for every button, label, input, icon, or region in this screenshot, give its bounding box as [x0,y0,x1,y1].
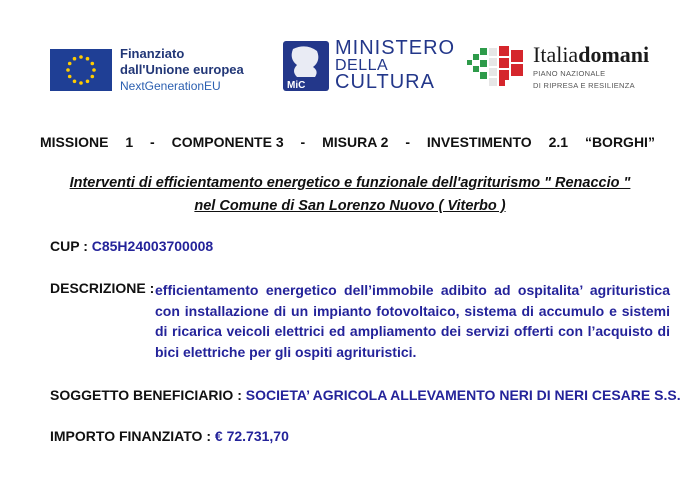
eu-logo-line2: dall'Unione europea [120,62,244,77]
eu-logo [50,46,244,94]
ministero-cultura-logo [283,37,456,93]
descrizione-label: DESCRIZIONE : [50,280,155,296]
importo-label: IMPORTO FINANZIATO : [50,428,215,444]
missione-word: MISSIONE [40,134,109,150]
mic-logo-line1: MINISTERO [335,37,456,59]
missione-separator: - [150,134,155,150]
italia-name-a: Italia [533,42,579,67]
misura-word: MISURA 2 [322,134,389,150]
italia-domani-logo [465,44,649,90]
componente-word: COMPONENTE 3 [171,134,284,150]
eu-logo-line3: NextGenerationEU [120,79,221,93]
project-title-line1: Interventi di efficientamento energetico e funzionale dell'agriturismo " Renaccio " [69,175,631,191]
investimento-word: INVESTIMENTO [426,134,532,150]
misura-separator: - [405,134,411,150]
componente-separator: - [300,134,306,150]
missione-number: 1 [125,134,134,150]
cup-row [50,238,213,254]
cup-value: C85H24003700008 [91,238,214,254]
descrizione-row [50,280,670,362]
italia-pixel-flag-icon [465,46,527,88]
investimento-number: 2.1 [548,134,569,150]
italia-sub2: DI RIPRESA E RESILIENZA [533,81,635,90]
mic-emblem-icon [283,41,329,91]
italia-name-b: domani [578,42,650,67]
project-title [20,172,680,218]
mic-logo-line2: DELLA [335,57,389,74]
missione-line [40,134,655,150]
descrizione-value: efficientamento energetico dell’immobile adibito ad ospitalita’ agrituristica con installazione di un impianto fotovoltaico, sistema di accumulo e sistemi di ricarica veicoli elettrici ed ampliamento dei servizi offerti con l’acquisto di bici elettriche per gli ospiti agrituristici. [155,282,670,360]
importo-row [50,428,289,444]
mic-logo-line3: CULTURA [335,71,435,93]
soggetto-row [50,387,681,403]
borghi-word: “BORGHI” [584,134,655,150]
eu-logo-line1: Finanziato [120,46,185,61]
soggetto-label: SOGGETTO BENEFICIARIO : [50,387,246,403]
importo-value: € 72.731,70 [214,428,289,444]
eu-flag-icon [50,49,112,91]
italia-sub1: PIANO NAZIONALE [533,69,606,78]
logo-bar [0,38,700,98]
soggetto-value: SOCIETA’ AGRICOLA ALLEVAMENTO NERI DI NERI CESARE S.S. [245,387,681,403]
project-title-line2: nel Comune di San Lorenzo Nuovo ( Viterbo ) [194,198,506,214]
cup-label: CUP : [50,238,92,254]
mic-badge-text: MiC [287,79,306,91]
